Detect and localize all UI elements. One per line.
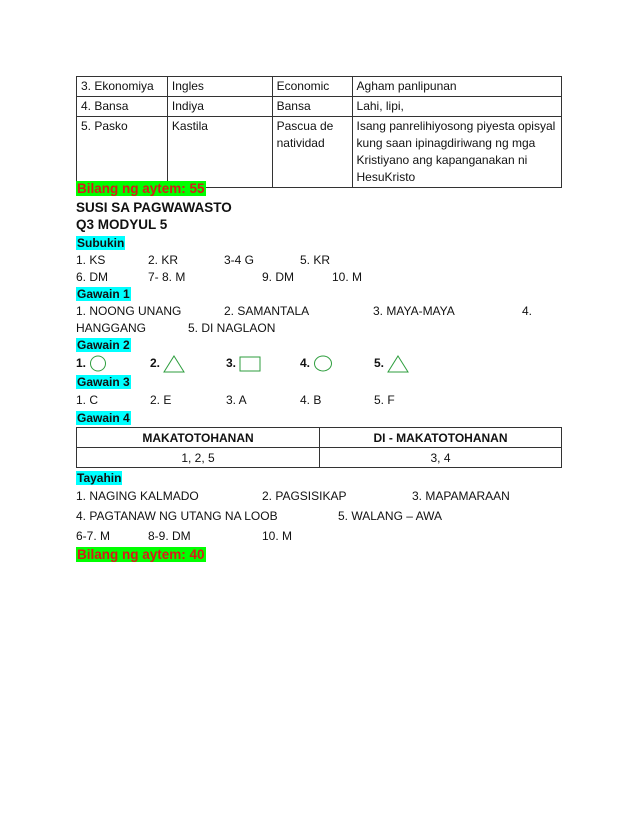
- answer-item: 3-4 G: [224, 253, 255, 267]
- tayahin-row-3: [76, 527, 562, 545]
- table-cell: Pascua de natividad: [272, 117, 352, 188]
- column-header: MAKATOTOHANAN: [77, 428, 320, 448]
- answer-item: 2. SAMANTALA: [224, 304, 310, 318]
- gawain1-row-2: [76, 319, 562, 337]
- answer-item: 4. B: [300, 393, 322, 407]
- shape-answer-1: [76, 354, 107, 372]
- section-label: Gawain 2: [77, 338, 130, 352]
- answer-item: 10. M: [332, 270, 363, 284]
- table-cell: 3, 4: [320, 448, 562, 468]
- circle-icon: [313, 355, 333, 372]
- table-row: [77, 97, 562, 117]
- section-label: Tayahin: [77, 471, 122, 485]
- table-cell: Economic: [272, 77, 352, 97]
- table-cell: Kastila: [167, 117, 272, 188]
- table-cell: 1, 2, 5: [77, 448, 320, 468]
- column-header: DI - MAKATOTOHANAN: [320, 428, 562, 448]
- gawain1-row-1: [76, 302, 562, 320]
- answer-item: 1. NOONG UNANG: [76, 304, 182, 318]
- answer-number: 3.: [226, 356, 237, 370]
- answer-item: 7- 8. M: [148, 270, 186, 284]
- answer-number: 1.: [76, 356, 87, 370]
- answer-item: 1. C: [76, 393, 99, 407]
- gawain3-heading: [76, 373, 131, 391]
- key-title: SUSI SA PAGWAWASTO: [76, 200, 232, 215]
- table-cell: 4. Bansa: [77, 97, 168, 117]
- answer-item: 5. DI NAGLAON: [188, 321, 276, 335]
- answer-item: 3. A: [226, 393, 247, 407]
- shape-answer-2: [150, 354, 185, 373]
- answer-item: 2. KR: [148, 253, 179, 267]
- shape-answer-3: [226, 354, 261, 372]
- shape-answer-4: [300, 354, 333, 372]
- answer-item: 6. DM: [76, 270, 109, 284]
- table-cell: Lahi, lipi,: [352, 97, 561, 117]
- subukin-row-2: [76, 268, 562, 286]
- answer-item: 5. WALANG – AWA: [338, 509, 443, 523]
- items-count-badge: Bilang ng aytem: 55: [77, 181, 205, 196]
- table-row: [77, 117, 562, 188]
- answer-item: 3. MAPAMARAAN: [412, 489, 510, 503]
- gawain4-table: [76, 427, 562, 468]
- triangle-icon: [163, 355, 185, 373]
- table-row: [77, 428, 562, 448]
- answer-item: 8-9. DM: [148, 529, 191, 543]
- gawain2-shapes-row: [76, 354, 562, 376]
- rectangle-icon: [239, 356, 261, 372]
- answer-item: 9. DM: [262, 270, 295, 284]
- table-cell: Ingles: [167, 77, 272, 97]
- answer-item: 5. F: [374, 393, 395, 407]
- table-row: [77, 77, 562, 97]
- table-cell: 5. Pasko: [77, 117, 168, 188]
- circle-icon: [89, 355, 107, 372]
- answer-item: 4. PAGTANAW NG UTANG NA LOOB: [76, 509, 278, 523]
- table-cell: Indiya: [167, 97, 272, 117]
- gawain4-heading: [76, 409, 131, 427]
- answer-item: 2. PAGSISIKAP: [262, 489, 347, 503]
- answer-item: 5. KR: [300, 253, 331, 267]
- table-cell: Isang panrelihiyosong piyesta opisyal kung saan ipinagdiriwang ng mga Kristiyano ang kapanganakan ni HesuKristo: [352, 117, 561, 188]
- table-cell: Agham panlipunan: [352, 77, 561, 97]
- answer-item: HANGGANG: [76, 321, 147, 335]
- answer-item: 2. E: [150, 393, 172, 407]
- answer-item: 3. MAYA-MAYA: [373, 304, 455, 318]
- items-count-badge: Bilang ng aytem: 40: [77, 547, 205, 562]
- items-count-line: [76, 180, 206, 198]
- table-row: [77, 448, 562, 468]
- answer-number: 4.: [300, 356, 311, 370]
- tayahin-row-2: [76, 507, 562, 525]
- answer-item: 1. KS: [76, 253, 106, 267]
- answer-number: 2.: [150, 356, 161, 370]
- subukin-row-1: [76, 251, 562, 269]
- triangle-icon: [387, 355, 409, 373]
- module-title: Q3 MODYUL 5: [76, 217, 168, 232]
- gawain2-heading: [76, 336, 131, 354]
- vocabulary-table: [76, 76, 562, 188]
- items-count-line-2: [76, 546, 206, 564]
- shape-answer-5: [374, 354, 409, 373]
- gawain3-row: [76, 391, 562, 409]
- answer-item: 10. M: [262, 529, 293, 543]
- answer-item: 4.: [522, 304, 533, 318]
- answer-item: 1. NAGING KALMADO: [76, 489, 199, 503]
- table-cell: Bansa: [272, 97, 352, 117]
- answer-item: 6-7. M: [76, 529, 111, 543]
- tayahin-heading: [76, 469, 122, 487]
- section-label: Gawain 3: [77, 375, 130, 389]
- section-label: Subukin: [77, 236, 125, 250]
- tayahin-row-1: [76, 487, 562, 505]
- table-cell: 3. Ekonomiya: [77, 77, 168, 97]
- subukin-heading: [76, 234, 125, 252]
- section-label: Gawain 4: [77, 411, 130, 425]
- section-label: Gawain 1: [77, 287, 130, 301]
- answer-number: 5.: [374, 356, 385, 370]
- gawain1-heading: [76, 285, 131, 303]
